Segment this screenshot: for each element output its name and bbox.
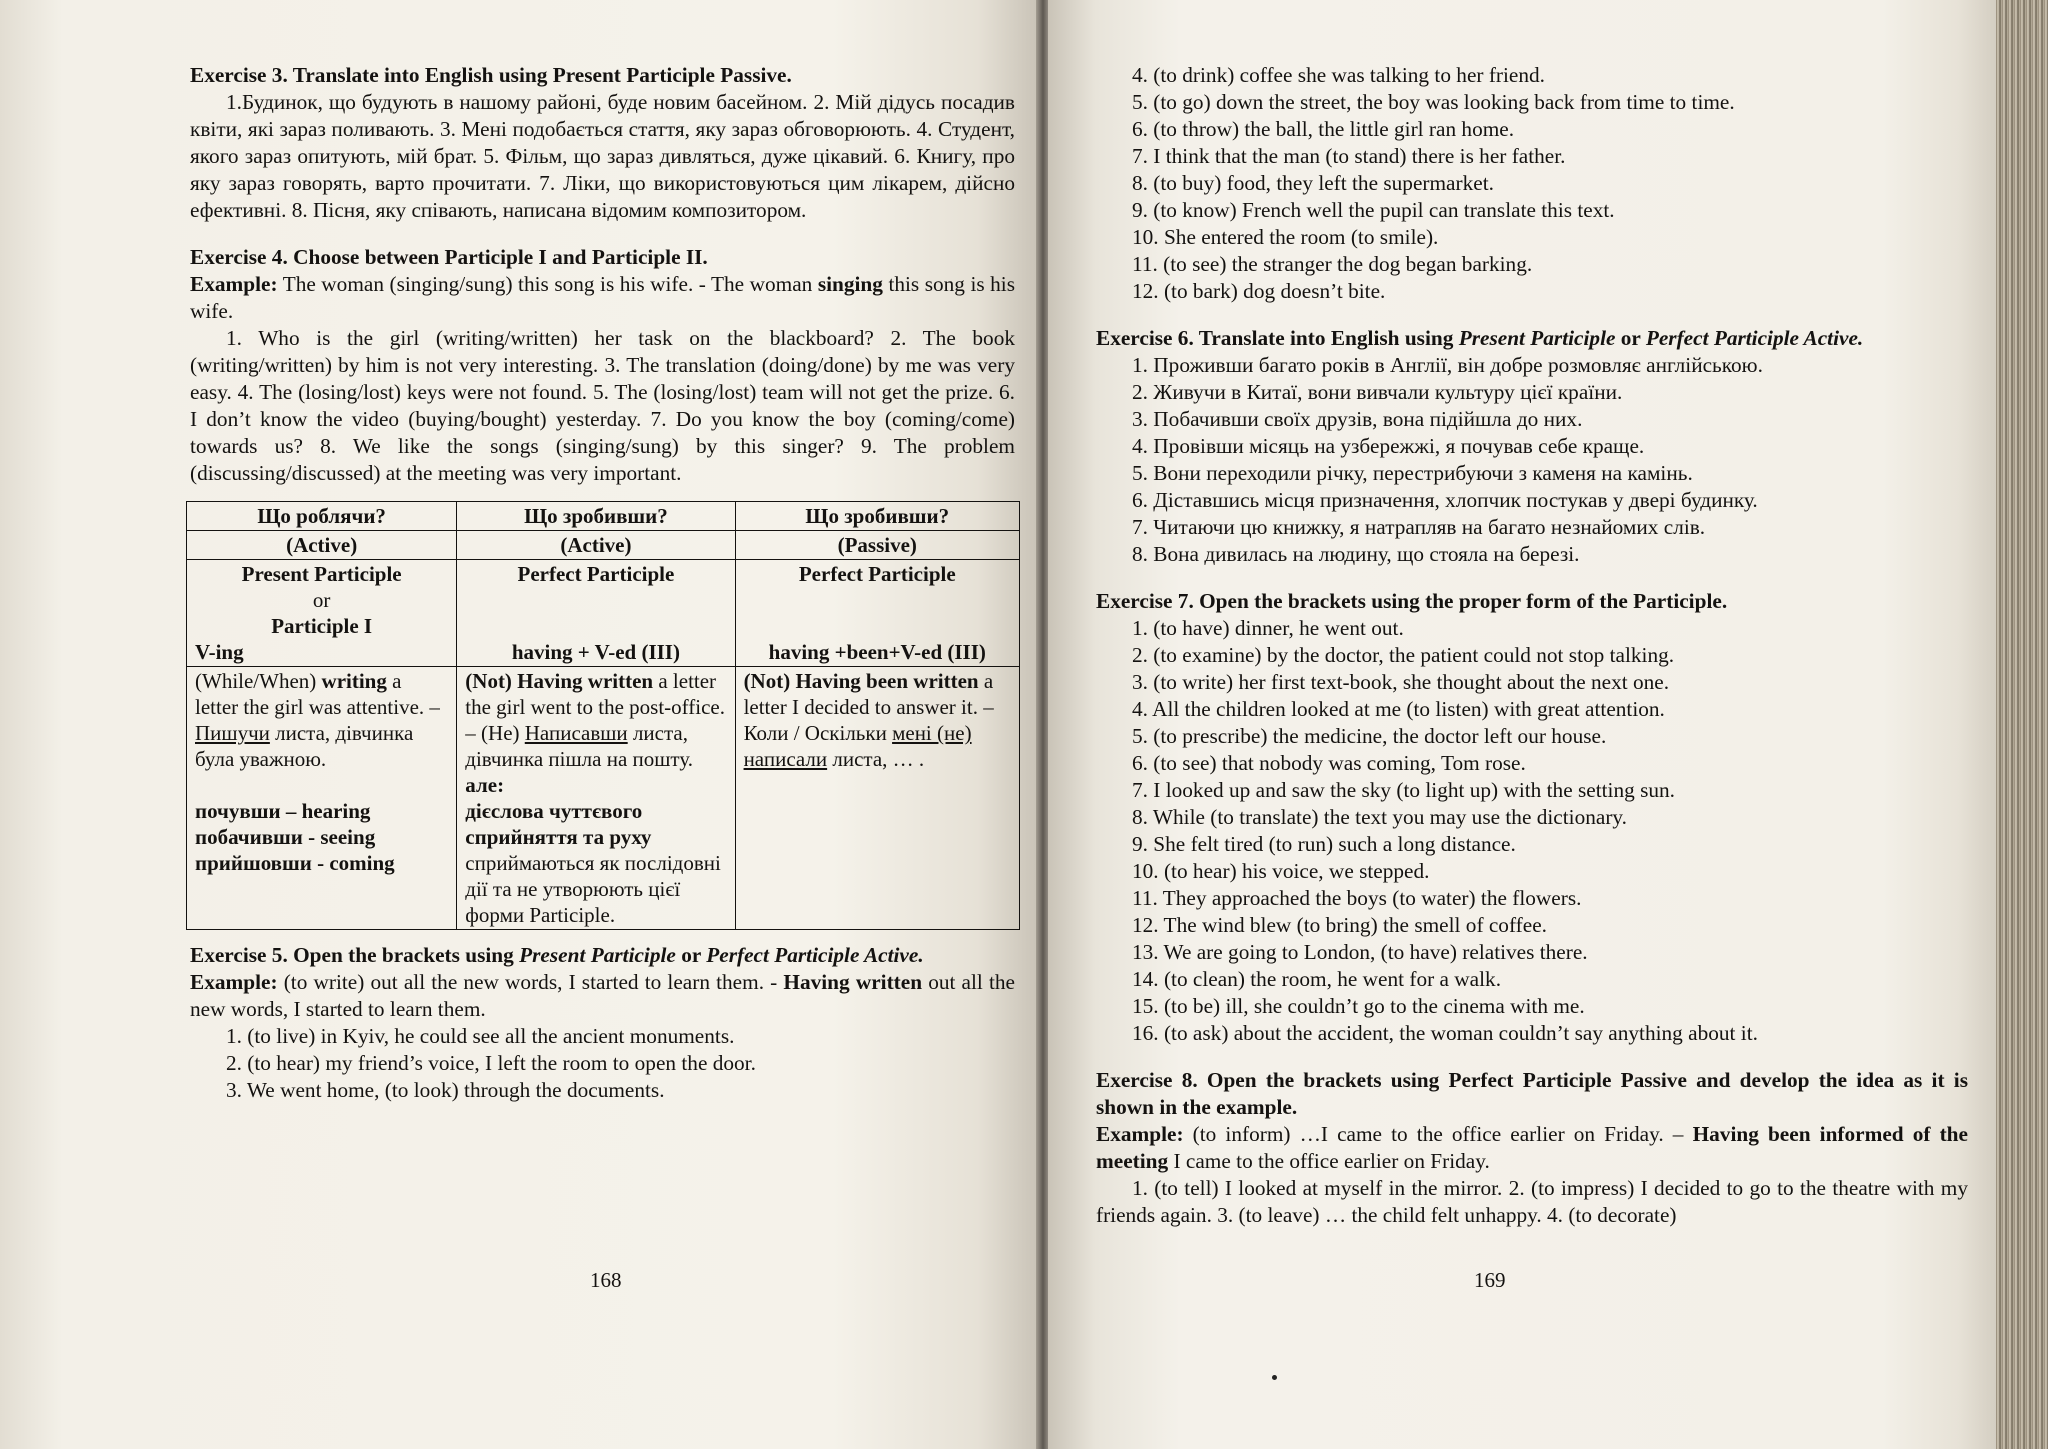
list-item: 3. We went home, (to look) through the documents.	[226, 1078, 665, 1102]
list-item: 9. (to know) French well the pupil can translate this text.	[1132, 198, 1615, 222]
cell-text: a letter the girl went to the post-office. – (Не)	[465, 669, 725, 745]
table-header-cell: (Active)	[457, 531, 735, 560]
exercise-5-list	[190, 1023, 1015, 1104]
list-item: 4. (to drink) coffee she was talking to her friend.	[1132, 63, 1545, 87]
exercise-6-list	[1096, 352, 1968, 568]
list-item: 2. Живучи в Китаї, вони вивчали культуру цієї країни.	[1132, 380, 1623, 404]
list-item: 2. (to hear) my friend’s voice, I left the room to open the door.	[226, 1051, 756, 1075]
page-number: 169	[1474, 1268, 1506, 1292]
title-text: or	[1620, 326, 1641, 350]
cell-text: a letter I decided to answer it. – Коли / Оскільки	[743, 669, 994, 745]
title-italic: Present Participle	[1458, 326, 1616, 350]
form-formula: V-ing	[195, 640, 244, 664]
list-item: 2. (to examine) by the doctor, the patient could not stop talking.	[1132, 643, 1675, 667]
form-name: Perfect Participle	[517, 562, 675, 586]
list-item: 7. I looked up and saw the sky (to light up) with the setting sun.	[1132, 778, 1676, 802]
exercise-5-continued-list	[1096, 62, 1968, 305]
list-item: 6. Діставшись місця призначення, хлопчик постукав у двері будинку.	[1132, 488, 1758, 512]
cell-text: листа, дівчинка була уважною.	[195, 721, 414, 771]
verb-example: побачивши - seeing	[195, 825, 376, 849]
cell-underlined: Пишучи	[195, 721, 270, 745]
table-header-cell: Що зробивши?	[735, 502, 1019, 531]
example-label: Example:	[190, 970, 278, 994]
cell-text: листа, дівчинка пішла на пошту.	[465, 721, 693, 771]
verb-example: прийшовши - coming	[195, 851, 395, 875]
example-text-end: I came to the office earlier on Friday.	[1173, 1149, 1490, 1173]
form-name: Perfect Participle	[798, 562, 956, 586]
table-example-row	[187, 667, 1020, 930]
right-page-content	[1096, 62, 1968, 1229]
list-item: 5. (to go) down the street, the boy was looking back from time to time.	[1132, 90, 1735, 114]
exercise-5-title	[190, 942, 1015, 969]
form-formula: having +been+V-ed (III)	[768, 640, 986, 664]
cell-underlined: Написавши	[524, 721, 628, 745]
page-edges	[1996, 0, 2048, 1449]
cell-text: a letter the girl was attentive. –	[195, 669, 440, 719]
table-cell	[735, 560, 1019, 667]
list-item: 5. Вони переходили річку, перестрибуючи з каменя на камінь.	[1132, 461, 1693, 485]
list-item: 1. (to live) in Kyiv, he could see all the ancient monuments.	[226, 1024, 735, 1048]
list-item: 16. (to ask) about the accident, the woman couldn’t say anything about it.	[1132, 1021, 1758, 1045]
example-answer: Having written	[783, 970, 923, 994]
exercise-5-example	[190, 969, 1015, 1023]
right-page	[1048, 0, 1996, 1449]
cell-bold: writing	[321, 669, 387, 693]
list-item: 3. Побачивши своїх друзів, вона підійшла до них.	[1132, 407, 1583, 431]
example-answer: Having been informed of the meeting	[1096, 1122, 1968, 1173]
exercise-8-example	[1096, 1121, 1968, 1175]
list-item: 14. (to clean) the room, he went for a walk.	[1132, 967, 1502, 991]
table-header-cell: (Active)	[187, 531, 457, 560]
cell-bold: але:	[465, 773, 505, 797]
list-item: 5. (to prescribe) the medicine, the doctor left our house.	[1132, 724, 1607, 748]
cell-bold: (Not) Having been written	[743, 669, 979, 693]
list-item: 3. (to write) her first text-book, she thought about the next one.	[1132, 670, 1670, 694]
cell-underlined: мені (не) написали	[743, 721, 972, 771]
list-item: 7. Читаючи цю книжку, я натрапляв на багато незнайомих слів.	[1132, 515, 1706, 539]
cell-text: сприймаються як послідовні дії та не утворюють цієї форми Participle.	[465, 851, 721, 927]
list-item: 10. (to hear) his voice, we stepped.	[1132, 859, 1430, 883]
title-italic: Perfect Participle Active.	[706, 943, 924, 967]
list-item: 6. (to see) that nobody was coming, Tom rose.	[1132, 751, 1526, 775]
left-page-content	[190, 62, 1015, 1104]
table-header-cell: Що зробивши?	[457, 502, 735, 531]
example-answer: singing	[817, 272, 883, 296]
example-label: Example:	[190, 272, 278, 296]
example-text: (to inform) …I came to the office earlier on Friday. –	[1192, 1122, 1684, 1146]
exercise-6-title	[1096, 325, 1968, 352]
example-text: The woman (singing/sung) this song is his wife. - The woman	[282, 272, 813, 296]
table-cell	[457, 667, 735, 930]
list-item: 4. Провівши місяць на узбережжі, я почував себе краще.	[1132, 434, 1645, 458]
list-item: 15. (to be) ill, she couldn’t go to the cinema with me.	[1132, 994, 1585, 1018]
title-text: Exercise 6. Translate into English using	[1096, 326, 1454, 350]
page-number: 168	[590, 1268, 622, 1292]
cell-bold: дієслова чуттєвого сприйняття та руху	[465, 799, 652, 849]
list-item: 10. She entered the room (to smile).	[1132, 225, 1439, 249]
table-cell	[735, 667, 1019, 930]
example-label: Example:	[1096, 1122, 1184, 1146]
table-form-name-row	[187, 560, 1020, 667]
title-text: Exercise 5. Open the brackets using	[190, 943, 514, 967]
ink-dot	[1272, 1375, 1277, 1380]
table-header-question-row	[187, 502, 1020, 531]
table-cell	[457, 560, 735, 667]
list-item: 1. Проживши багато років в Англії, він добре розмовляє англійською.	[1132, 353, 1763, 377]
exercise-8-text: 1. (to tell) I looked at myself in the mirror. 2. (to impress) I decided to go to the theatre with my friends again. 3. (to leave) … the child felt unhappy. 4. (to decorate)	[1096, 1176, 1968, 1227]
cell-text: листа, … .	[832, 747, 925, 771]
list-item: 1. (to have) dinner, he went out.	[1132, 616, 1404, 640]
list-item: 11. (to see) the stranger the dog began barking.	[1132, 252, 1533, 276]
list-item: 9. She felt tired (to run) such a long distance.	[1132, 832, 1516, 856]
form-name: Present Participle	[241, 562, 402, 586]
table-header-cell: Що роблячи?	[187, 502, 457, 531]
title-italic: Present Participle	[519, 943, 676, 967]
title-text: or	[681, 943, 701, 967]
list-item: 7. I think that the man (to stand) there is her father.	[1132, 144, 1566, 168]
table-cell	[187, 560, 457, 667]
exercise-4-title: Exercise 4. Choose between Participle I and Participle II.	[190, 245, 708, 269]
exercise-3-title: Exercise 3. Translate into English using Present Participle Passive.	[190, 63, 792, 87]
form-name: Participle I	[271, 614, 373, 638]
list-item: 13. We are going to London, (to have) relatives there.	[1132, 940, 1588, 964]
participle-table	[186, 501, 1020, 930]
example-text: (to write) out all the new words, I started to learn them. -	[283, 970, 778, 994]
exercise-7-title: Exercise 7. Open the brackets using the proper form of the Participle.	[1096, 589, 1728, 613]
list-item: 11. They approached the boys (to water) the flowers.	[1132, 886, 1582, 910]
table-header-voice-row	[187, 531, 1020, 560]
cell-text: (While/When)	[195, 669, 317, 693]
list-item: 6. (to throw) the ball, the little girl ran home.	[1132, 117, 1515, 141]
exercise-4-text: 1. Who is the girl (writing/written) her task on the blackboard? 2. The book (writing/written) by him is not very interesting. 3. The translation (doing/done) by me was very easy. 4. The (losing/lost) keys were not found. 5. The (losing/lost) team will not get the prize. 6. I don’t know the video (buying/bought) yesterday. 7. Do you know the boy (coming/come) towards us? 8. We like the songs (singing/sung) by this singer? 9. The problem (discussing/discussed) at the meeting was very important.	[190, 326, 1015, 485]
list-item: 8. While (to translate) the text you may use the dictionary.	[1132, 805, 1628, 829]
list-item: 8. Вона дивилась на людину, що стояла на березі.	[1132, 542, 1580, 566]
example-text-end: this song is his wife.	[190, 272, 1016, 323]
cell-bold: (Not) Having written	[465, 669, 654, 693]
list-item: 4. All the children looked at me (to listen) with great attention.	[1132, 697, 1665, 721]
list-item: 8. (to buy) food, they left the supermarket.	[1132, 171, 1494, 195]
title-italic: Perfect Participle Active.	[1645, 326, 1864, 350]
exercise-8-title: Exercise 8. Open the brackets using Perfect Participle Passive and develop the idea as it is shown in the example.	[1096, 1068, 1968, 1119]
example-text-end: out all the new words, I started to learn them.	[190, 970, 1016, 1021]
exercise-7-list	[1096, 615, 1968, 1047]
table-header-cell: (Passive)	[735, 531, 1019, 560]
exercise-4-example	[190, 271, 1015, 325]
form-formula: having + V-ed (III)	[511, 640, 680, 664]
list-item: 12. The wind blew (to bring) the smell of coffee.	[1132, 913, 1547, 937]
exercise-3-text: 1.Будинок, що будують в нашому районі, буде новим басейном. 2. Мій дідусь посадив квіти, які зараз поливають. 3. Мені подобається стаття, яку зараз обговорюють. 4. Студент, якого зараз опитують, мій брат. 5. Фільм, що зараз дивляться, дуже цікавий. 6. Книгу, про яку зараз говорять, варто прочитати. 7. Ліки, що використовуються цим лікарем, дійсно ефективні. 8. Пісня, яку співають, написана відомим композитором.	[190, 90, 1015, 222]
verb-example: почувши – hearing	[195, 799, 371, 823]
table-cell	[187, 667, 457, 930]
form-or: or	[312, 588, 331, 612]
list-item: 12. (to bark) dog doesn’t bite.	[1132, 279, 1386, 303]
